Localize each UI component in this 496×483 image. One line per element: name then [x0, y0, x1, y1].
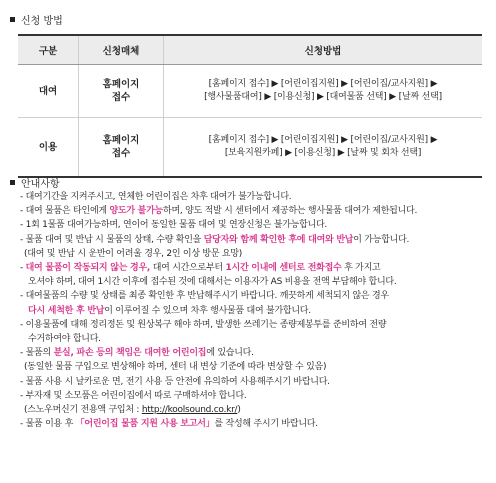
notice-text: 이 이루어질 수 있으며 차후 행사물품 대여 불가합니다. [104, 305, 311, 316]
notice-highlight: 1시간 이내에 센터로 전화접수 [225, 263, 342, 274]
notice-item: - 대여물품의 수량 및 상태를 최종 확인한 후 반납해주시기 바랍니다. 깨끗하게 세척되지 않은 경우 [20, 291, 389, 302]
notice-continuation [20, 304, 486, 318]
notice-highlight: 「어린이집 물품 지원 사용 보고서」 [75, 419, 215, 430]
square-bullet-icon [10, 180, 15, 185]
notice-item: - 1회 1물품 대여가능하며, 연이어 동일한 물품 대여 및 연장신청은 불가능합니다. [20, 220, 328, 231]
row-media [79, 65, 164, 118]
media-line: 접수 [111, 92, 131, 103]
notice-item [20, 233, 486, 247]
notice-text: 후 가지고 [341, 263, 381, 274]
notice-subtext [20, 403, 486, 417]
apply-method-table [18, 34, 482, 178]
method-line: [홈페이지 접수] ▶ [어린이집지원] ▶ [어린이집/교사지원] ▶ [208, 135, 438, 145]
method-line: [홈페이지 접수] ▶ [어린이집지원] ▶ [어린이집/교사지원] ▶ [208, 79, 438, 89]
notice-highlight: 양도가 불가능 [109, 206, 163, 217]
row-category: 대여 [18, 65, 79, 118]
notice-item [20, 261, 486, 275]
notice-text: 하며, 양도 적발 시 센터에서 제공하는 행사물품 대여가 제한됩니다. [163, 206, 418, 217]
section-title-notice [10, 175, 60, 190]
section-title-text: 신청 방법 [21, 16, 63, 27]
section-title-apply-method [10, 12, 63, 27]
notice-text: - 대여 물품은 타인에게 [20, 206, 110, 217]
notice-continuation: 수거하여야 합니다. [28, 334, 101, 345]
notice-item: - 부자재 및 소모품은 어린이집에서 따로 구매하셔야 합니다. [20, 390, 247, 401]
notice-highlight: 분실, 파손 등의 책임은 대여한 어린이집 [53, 348, 207, 359]
header-media: 신청매체 [79, 35, 164, 65]
row-method [164, 118, 483, 178]
section-title-text: 안내사항 [21, 179, 60, 190]
koolsound-link[interactable]: http://koolsound.co.kr/ [141, 405, 238, 416]
notice-text: - 물품 이용 후 [20, 419, 76, 430]
notice-item [20, 204, 486, 218]
notice-text: 대여 시간으로부터 [150, 263, 226, 274]
method-line: [보육지원카페] ▶ [이용신청] ▶ [날짜 및 회차 선택] [224, 148, 422, 158]
notice-highlight: 다시 세척한 후 반납 [28, 305, 105, 316]
media-line: 홈페이지 [102, 135, 140, 146]
row-media [79, 118, 164, 178]
notice-item [20, 417, 486, 431]
method-line: [행사물품대여] ▶ [이용신청] ▶ [대여물품 선택] ▶ [날짜 선택] [204, 92, 442, 102]
notice-item [20, 346, 486, 360]
media-line: 홈페이지 [102, 79, 140, 90]
header-category: 구분 [18, 35, 79, 65]
row-method [164, 65, 483, 118]
table-row [18, 118, 482, 178]
notice-list [20, 190, 486, 431]
notice-text: (스노우머신기 전용액 구입처 : [24, 405, 142, 416]
row-category: 이용 [18, 118, 79, 178]
notice-highlight: 담당자와 함께 확인한 후에 대여와 반납 [203, 234, 354, 245]
notice-item: - 대여기간을 지켜주시고, 연체한 어린이집은 차후 대여가 불가능합니다. [20, 192, 292, 202]
notice-continuation: 오셔야 하며, 대여 1시간 이후에 접수된 것에 대해서는 이용자가 AS 비용을 전액 부담해야 합니다. [28, 277, 397, 288]
notice-subtext: (동일한 물품 구입으로 변상해야 하며, 센터 내 변상 기준에 따라 변상할 수 있음) [24, 362, 327, 373]
notice-text: ) [237, 405, 241, 416]
notice-text: - 물품의 [20, 348, 54, 359]
notice-item: - 물품 사용 시 날카로운 면, 전기 사용 등 안전에 유의하여 사용해주시기 바랍니다. [20, 376, 330, 387]
notice-text: - 물품 대여 및 반납 시 물품의 상태, 수량 확인을 [20, 234, 204, 245]
notice-text: 이 가능합니다. [353, 234, 410, 245]
media-line: 접수 [111, 148, 131, 159]
table-header-row [18, 35, 482, 65]
notice-subtext: (대여 및 반납 시 운반이 어려울 경우, 2인 이상 방문 요망) [24, 248, 243, 259]
notice-highlight: 대여 물품이 작동되지 않는 경우, [25, 263, 151, 274]
notice-text: 에 있습니다. [206, 348, 254, 359]
table-row [18, 65, 482, 118]
notice-text: 를 작성해 주시기 바랍니다. [214, 419, 318, 430]
notice-text: - [20, 263, 26, 274]
notice-item: - 이용물품에 대해 정리정돈 및 원상복구 해야 하며, 발생한 쓰레기는 종량제봉투를 준비하여 전량 [20, 319, 387, 330]
header-method: 신청방법 [164, 35, 483, 65]
square-bullet-icon [10, 17, 15, 22]
